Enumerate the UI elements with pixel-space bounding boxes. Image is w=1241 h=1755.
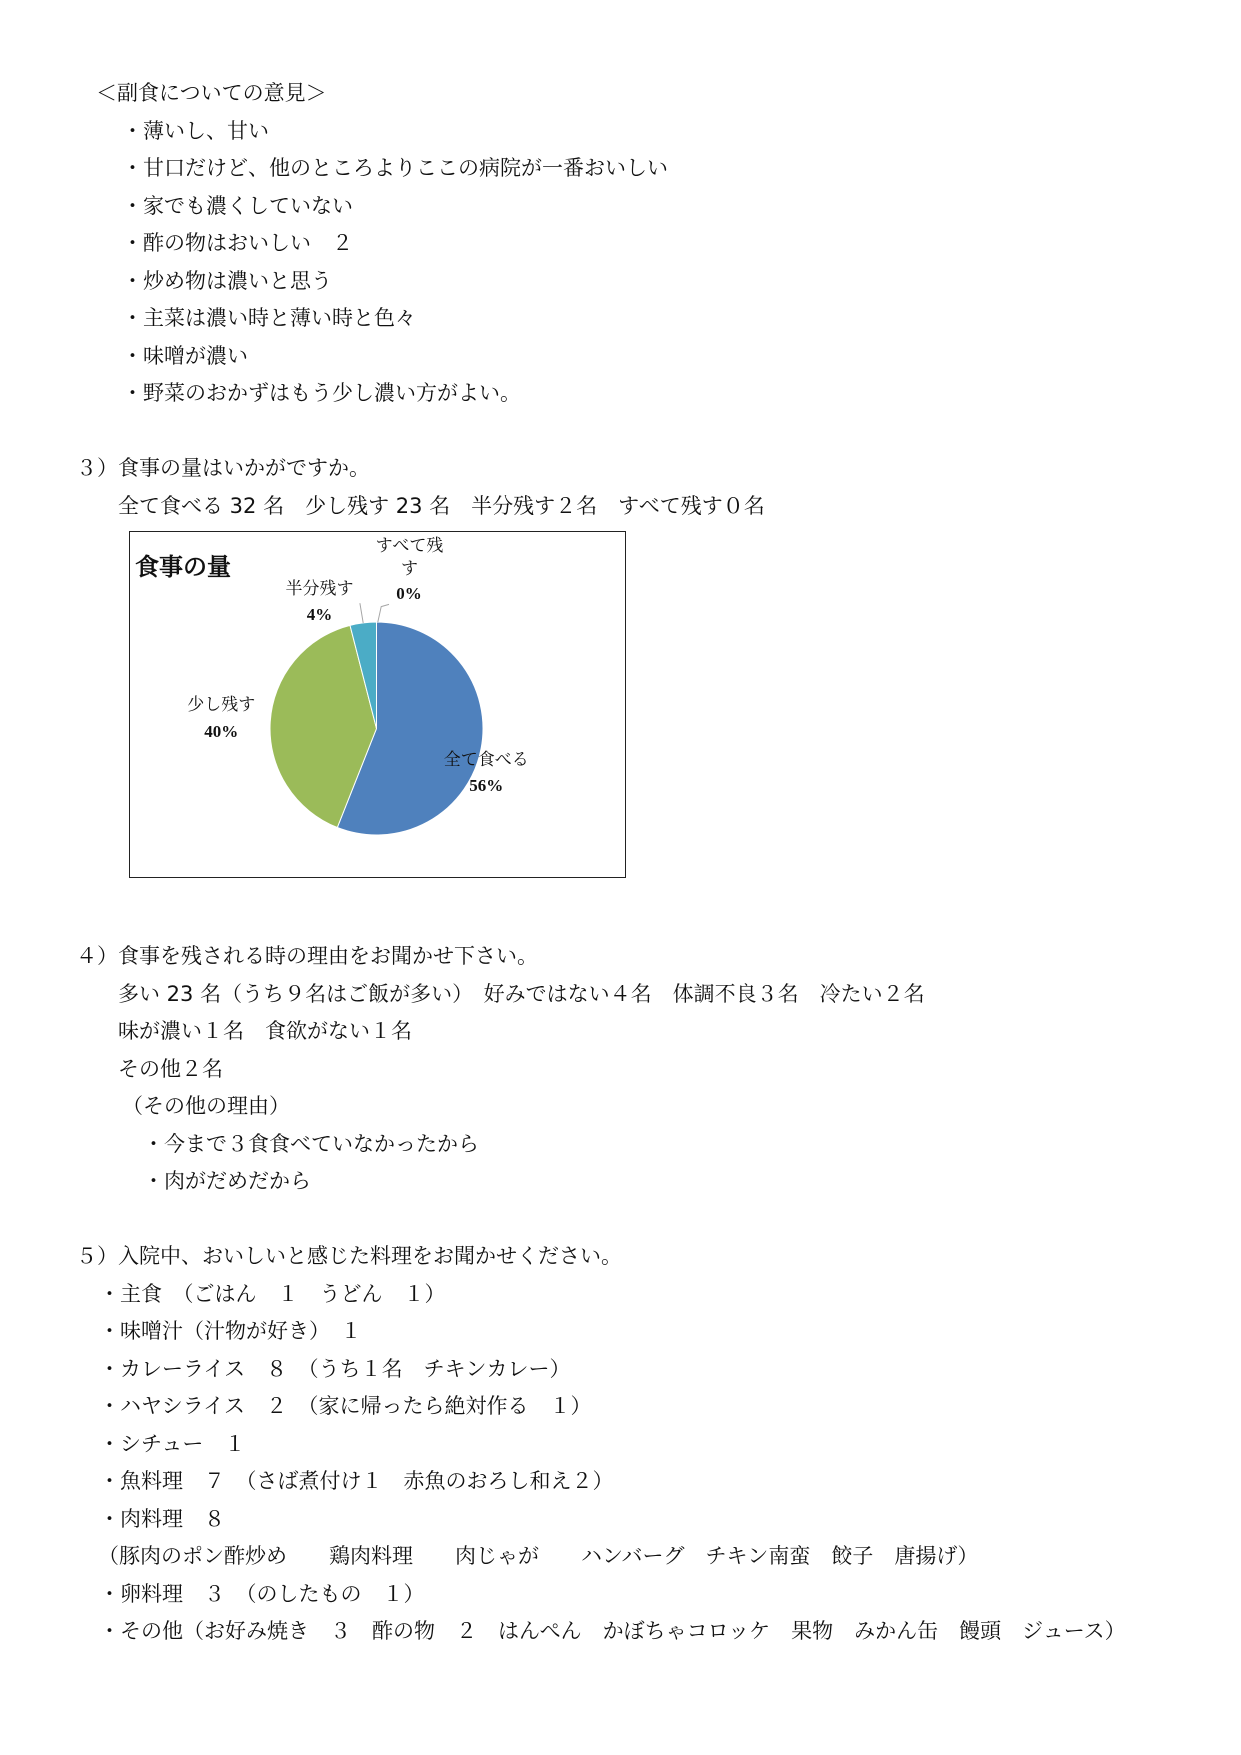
meal-amount-question: ３）食事の量はいかがですか。 (76, 456, 370, 480)
questions-section (0, 938, 1241, 1651)
meal-amount-pie-chart (129, 531, 626, 878)
data-label-name-left-a-little: 少し残す (187, 695, 256, 716)
favorite-dish-item: ・卵料理 ３ （のしたもの １） (99, 1581, 425, 1606)
data-label-value-all-left: 0% (396, 583, 422, 603)
side-dish-opinion-item: ・酢の物はおいしい ２ (122, 231, 353, 255)
side-dish-opinion-item: ・甘口だけど、他のところよりここの病院が一番おいしい (122, 156, 668, 180)
chart-title: 食事の量 (135, 553, 231, 581)
blank-line (0, 1201, 1241, 1239)
side-dish-opinions-section (0, 75, 1241, 525)
favorite-dishes-question: ５）入院中、おいしいと感じた料理をお聞かせください。 (76, 1244, 622, 1269)
other-reason-item: ・肉がだめだから (143, 1169, 311, 1194)
other-reasons-heading: （その他の理由） (122, 1094, 290, 1119)
favorite-dish-item: ・カレーライス ８ （うち１名 チキンカレー） (99, 1356, 571, 1381)
leftover-reasons-count: その他２名 (118, 1056, 223, 1081)
side-dish-opinion-item: ・薄いし、甘い (122, 118, 269, 143)
side-dish-opinion-item: ・炒め物は濃いと思う (122, 268, 332, 293)
meat-dish-details: （豚肉のポン酢炒め 鶏肉料理 肉じゃが ハンバーグ チキン南蛮 餃子 唐揚げ） (98, 1544, 979, 1569)
side-dish-opinion-item: ・家でも濃くしていない (122, 193, 353, 218)
favorite-dish-item: ・シチュー １ (99, 1431, 246, 1456)
data-label-value-left-a-little: 40% (204, 722, 239, 741)
data-label-name-ate-all: 全て食べる (443, 750, 529, 770)
leader-line-all-left (378, 604, 389, 622)
side-dish-opinion-item: ・味噌が濃い (122, 343, 248, 368)
data-label-value-half-left: 4% (306, 604, 333, 624)
leftover-reasons-count: 多い 23 名（うち９名はご飯が多い） 好みではない４名 体調不良３名 冷たい２名 (118, 981, 925, 1006)
leftover-reasons-question: ４）食事を残される時の理由をお聞かせ下さい。 (76, 944, 538, 969)
data-label-name-all-left: すべて残す (375, 535, 444, 579)
side-dish-opinion-item: ・主菜は濃い時と薄い時と色々 (122, 306, 416, 330)
favorite-dish-item: ・その他（お好み焼き ３ 酢の物 ２ はんぺん かぼちゃコロッケ 果物 みかん缶 饅頭 ジュース） (99, 1619, 1126, 1644)
favorite-dish-item: ・ハヤシライス ２ （家に帰ったら絶対作る １） (99, 1394, 592, 1419)
favorite-dish-item: ・魚料理 ７ （さば煮付け１ 赤魚のおろし和え２） (99, 1469, 614, 1494)
favorite-dish-item: ・主食 （ごはん １ うどん １） (99, 1281, 446, 1306)
other-reason-item: ・今まで３食食べていなかったから (143, 1131, 479, 1156)
meal-amount-summary: 全て食べる 32 名 少し残す 23 名 半分残す２名 すべて残す０名 (118, 493, 765, 518)
data-label-name-half-left: 半分残す (285, 579, 354, 599)
pie-slices (270, 622, 483, 835)
blank-line (0, 413, 1241, 451)
favorite-dish-item: ・肉料理 ８ (99, 1506, 225, 1531)
favorite-dish-item: ・味噌汁（汁物が好き） １ (99, 1319, 362, 1344)
leftover-reasons-count: 味が濃い１名 食欲がない１名 (118, 1019, 412, 1044)
side-dish-opinions-heading: ＜副食についての意見＞ (96, 81, 327, 105)
data-label-value-ate-all: 56% (469, 775, 504, 795)
side-dish-opinion-item: ・野菜のおかずはもう少し濃い方がよい。 (122, 381, 521, 405)
